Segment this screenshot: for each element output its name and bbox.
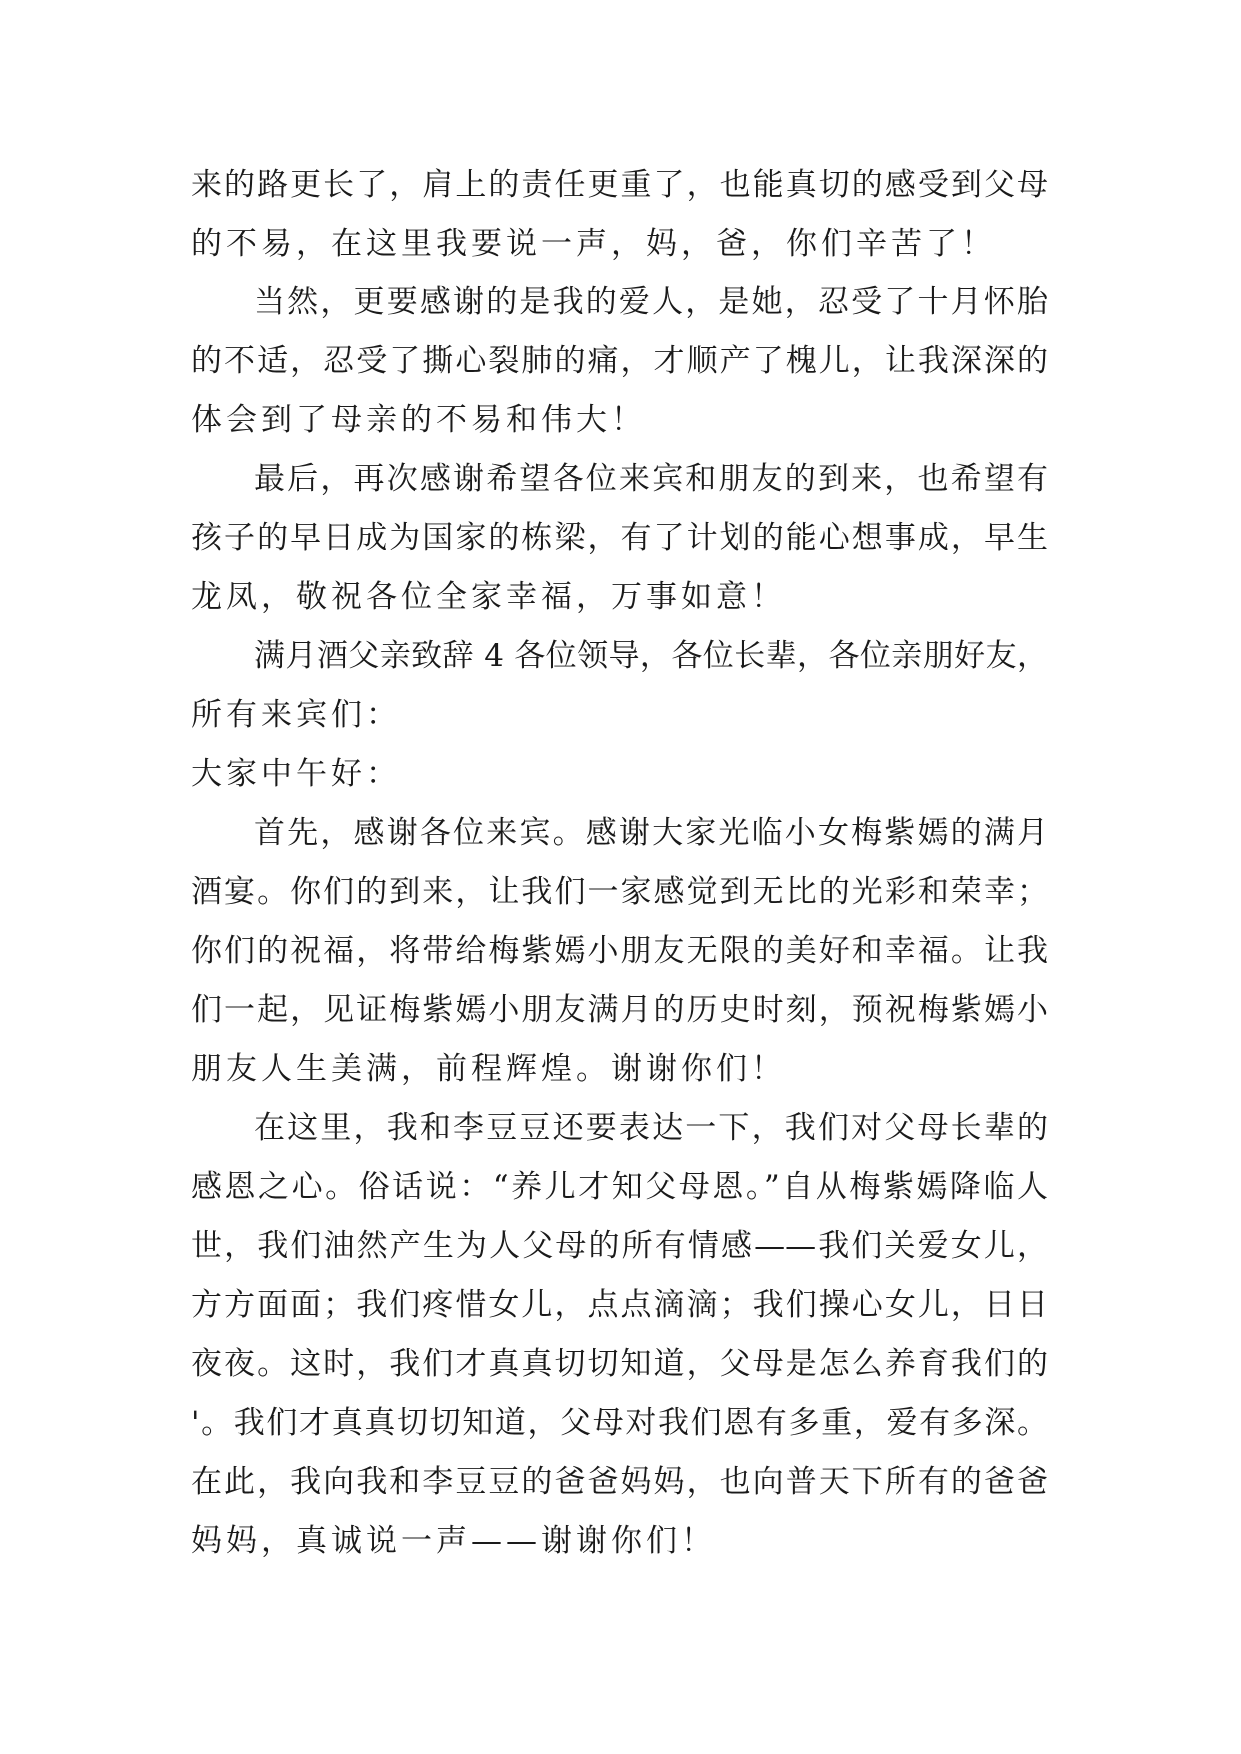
paragraph-start-line: 当然，更要感谢的是我的爱人，是她，忍受了十月怀胎 — [254, 284, 1048, 320]
paragraph-start-line: 在这里，我和李豆豆还要表达一下，我们对父母长辈的 — [254, 1110, 1048, 1146]
text-line: 夜夜。这时，我们才真真切切知道，父母是怎么养育我们的 — [191, 1346, 1048, 1382]
text-line: 的不适，忍受了撕心裂肺的痛，才顺产了槐儿，让我深深的 — [191, 343, 1048, 379]
text-line: 朋友人生美满，前程辉煌。谢谢你们！ — [191, 1051, 786, 1087]
text-line: 世，我们油然产生为人父母的所有情感——我们关爱女儿， — [191, 1228, 1048, 1264]
text-line: 孩子的早日成为国家的栋梁，有了计划的能心想事成，早生 — [191, 520, 1048, 556]
text-line: 酒宴。你们的到来，让我们一家感觉到无比的光彩和荣幸； — [191, 874, 1048, 910]
paragraph-start-line: 首先，感谢各位来宾。感谢大家光临小女梅紫嫣的满月 — [254, 815, 1048, 851]
paragraph-start-line: 最后，再次感谢希望各位来宾和朋友的到来，也希望有 — [254, 461, 1048, 497]
text-line: 的不易，在这里我要说一声，妈，爸，你们辛苦了！ — [191, 226, 996, 262]
greeting-line: 大家中午好： — [191, 756, 401, 792]
text-line: 你们的祝福，将带给梅紫嫣小朋友无限的美好和幸福。让我 — [191, 933, 1048, 969]
text-line: 体会到了母亲的不易和伟大！ — [191, 402, 646, 438]
text-line: 来的路更长了，肩上的责任更重了，也能真切的感受到父母 — [191, 167, 1048, 203]
section-heading-line: 满月酒父亲致辞 4 各位领导，各位长辈，各位亲朋好友， — [254, 638, 1048, 674]
text-line: 所有来宾们： — [191, 697, 401, 733]
text-line: 在此，我向我和李豆豆的爸爸妈妈，也向普天下所有的爸爸 — [191, 1464, 1048, 1500]
text-line: 龙凤，敬祝各位全家幸福，万事如意！ — [191, 579, 786, 615]
text-line: 妈妈，真诚说一声——谢谢你们！ — [191, 1523, 716, 1559]
text-line: 方方面面；我们疼惜女儿，点点滴滴；我们操心女儿，日日 — [191, 1287, 1048, 1323]
text-line: 感恩之心。俗话说：“养儿才知父母恩。”自从梅紫嫣降临人 — [191, 1169, 1048, 1205]
text-line: 们一起，见证梅紫嫣小朋友满月的历史时刻，预祝梅紫嫣小 — [191, 992, 1048, 1028]
text-line: '。我们才真真切切知道，父母对我们恩有多重，爱有多深。 — [191, 1405, 1048, 1441]
